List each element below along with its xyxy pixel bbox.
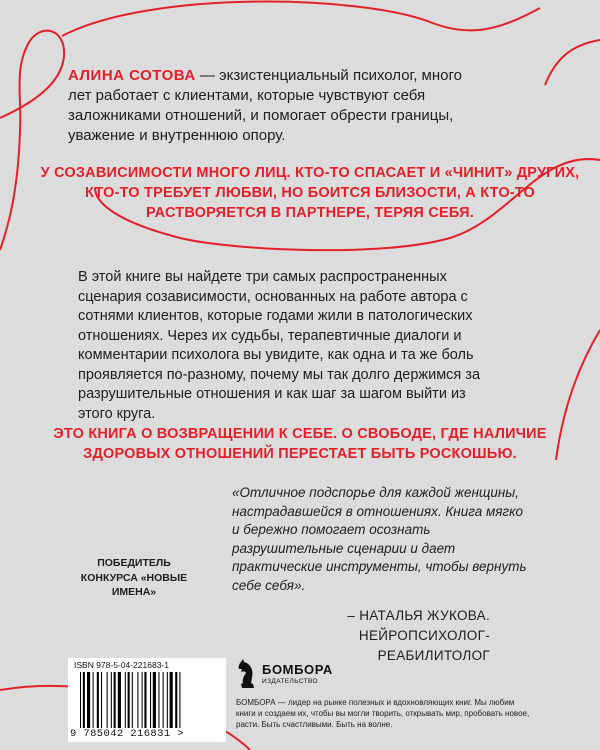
highlight-codependency: У СОЗАВИСИМОСТИ МНОГО ЛИЦ. КТО-ТО СПАСАЕТ И «ЧИНИТ» ДРУГИХ, КТО-ТО ТРЕБУЕТ ЛЮБВИ, НО БОИТСЯ БЛИЗОСТИ, А КТО-ТО РАСТВОРЯЕТСЯ В ПАРТНЕРЕ, ТЕРЯЯ СЕБЯ. [40, 165, 580, 221]
isbn-barcode-box [68, 658, 226, 742]
highlight-return-to-self: ЭТО КНИГА О ВОЗВРАЩЕНИИ К СЕБЕ. О СВОБОДЕ, ГДЕ НАЛИЧИЕ ЗДОРОВЫХ ОТНОШЕНИЙ ПЕРЕСТАЕТ БЫТЬ РОСКОШЬЮ. [53, 426, 547, 462]
publisher-logo [236, 654, 366, 694]
chess-knight-icon [236, 658, 258, 690]
quote-author-role: НЕЙРОПСИХОЛОГ-РЕАБИЛИТОЛОГ [358, 628, 490, 663]
publisher-name: БОМБОРА [262, 662, 333, 677]
book-description: В этой книге вы найдете три самых распространенных сценария созависимости, основанных на работе автора с сотнями клиентов, которые годами жили в патологических отношениях. Через их судьбы, терапевтичные диалоги и комментарии психолога вы увидите, как одна и та же боль проявляется по-разному, почему мы так долго держимся за разрушительные отношения и как шаг за шагом выйти из этого круга. [78, 269, 481, 422]
isbn-digits: 9 785042 216831 > [70, 728, 184, 740]
author-bio-text: — экзистенциальный психолог, много лет работает с клиентами, которые чувствуют себя заложниками отношений, и помогает обрести границы, уважение и внутреннюю опору. [68, 67, 462, 144]
red-curve-top-right [545, 40, 600, 85]
publisher-description: БОМБОРА — лидер на рынке полезных и вдохновляющих книг. Мы любим книги и создаем их, чтобы вы могли творить, открывать мир, пробовать новое, расти. Быть счастливыми. Быть на волне. [236, 698, 530, 729]
barcode-icon [78, 672, 218, 728]
award-label: ПОБЕДИТЕЛЬ КОНКУРСА «НОВЫЕ ИМЕНА» [80, 557, 188, 598]
author-bio [68, 66, 488, 146]
quote-author: – НАТАЛЬЯ ЖУКОВА. [347, 608, 490, 623]
isbn-number: ISBN 978-5-04-221683-1 [74, 660, 169, 670]
red-curve-right-lower [556, 330, 600, 460]
red-curve-top [62, 2, 540, 36]
publisher-subtitle: ИЗДАТЕЛЬСТВО [262, 678, 318, 685]
review-quote: «Отличное подспорье для каждой женщины, настрадавшейся в отношениях. Книга мягко и бережно помогает осознать разрушительные сценарии и дает практические инструменты, чтобы вернуть себе себя». [232, 485, 527, 593]
author-name: АЛИНА СОТОВА [68, 67, 196, 84]
